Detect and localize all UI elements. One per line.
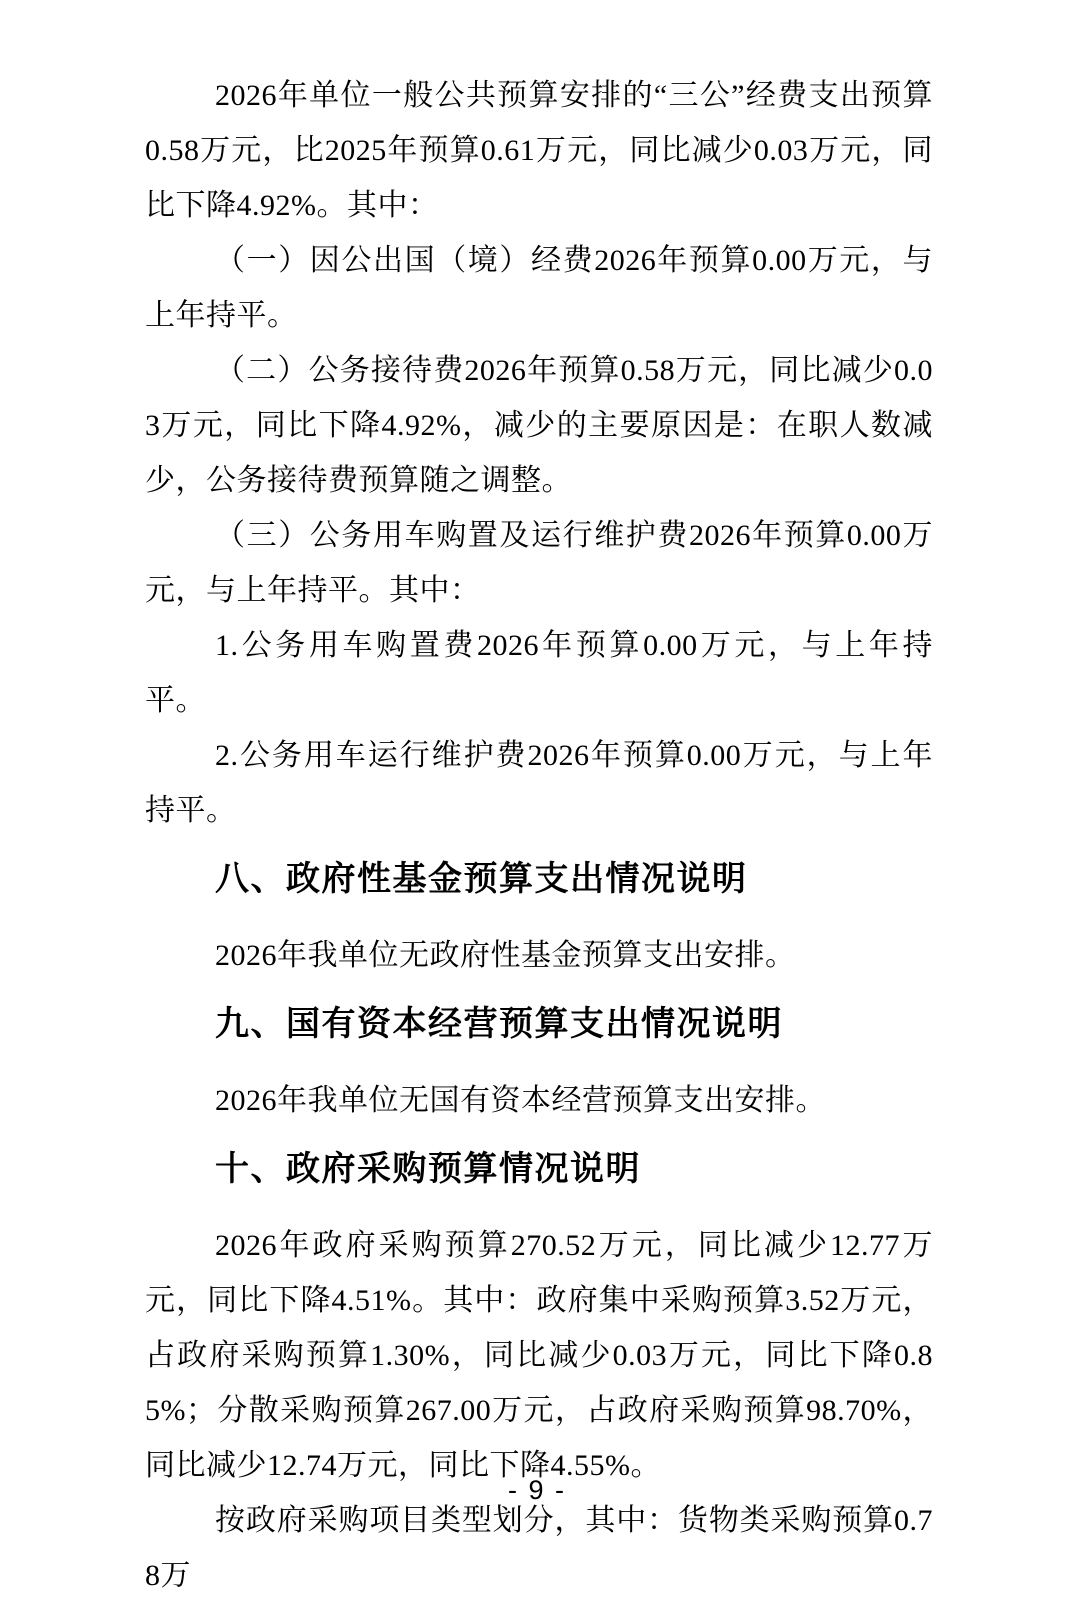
para-abroad-expense: （一）因公出国（境）经费2026年预算0.00万元，与上年持平。 [145, 244, 933, 332]
para-gov-procurement-detail: 2026年政府采购预算270.52万元，同比减少12.77万元，同比下降4.51%。其中：政府集中采购预算3.52万元，占政府采购预算1.30%，同比减少0.03万元，同比下降0.85%；分散采购预算267.00万元，占政府采购预算98.70%，同比减少12.74万元，同比下降4.55%。 [145, 1229, 933, 1482]
para-reception-expense: （二）公务接待费2026年预算0.58万元，同比减少0.03万元，同比下降4.92%，减少的主要原因是：在职人数减少，公务接待费预算随之调整。 [145, 354, 933, 497]
section-heading-state-capital-budget: 九、国有资本经营预算支出情况说明 [215, 1005, 783, 1043]
para-vehicle-operation: 2.公务用车运行维护费2026年预算0.00万元，与上年持平。 [145, 739, 933, 827]
para-state-capital-note: 2026年我单位无国有资本经营预算支出安排。 [215, 1084, 826, 1117]
section-heading-gov-procurement-budget: 十、政府采购预算情况说明 [215, 1150, 641, 1188]
para-sangong-summary: 2026年单位一般公共预算安排的“三公”经费支出预算0.58万元，比2025年预算0.61万元，同比减少0.03万元，同比下降4.92%。其中： [145, 79, 933, 222]
para-procurement-by-type: 按政府采购项目类型划分，其中：货物类采购预算0.78万 [145, 1504, 933, 1592]
para-vehicle-expense: （三）公务用车购置及运行维护费2026年预算0.00万元，与上年持平。其中： [145, 519, 933, 607]
para-gov-fund-note: 2026年我单位无政府性基金预算支出安排。 [215, 939, 796, 972]
section-heading-gov-fund-budget: 八、政府性基金预算支出情况说明 [215, 860, 748, 898]
para-vehicle-purchase: 1.公务用车购置费2026年预算0.00万元，与上年持平。 [145, 629, 933, 717]
page-number: - 9 - [507, 1475, 566, 1505]
document-body [145, 68, 933, 1603]
